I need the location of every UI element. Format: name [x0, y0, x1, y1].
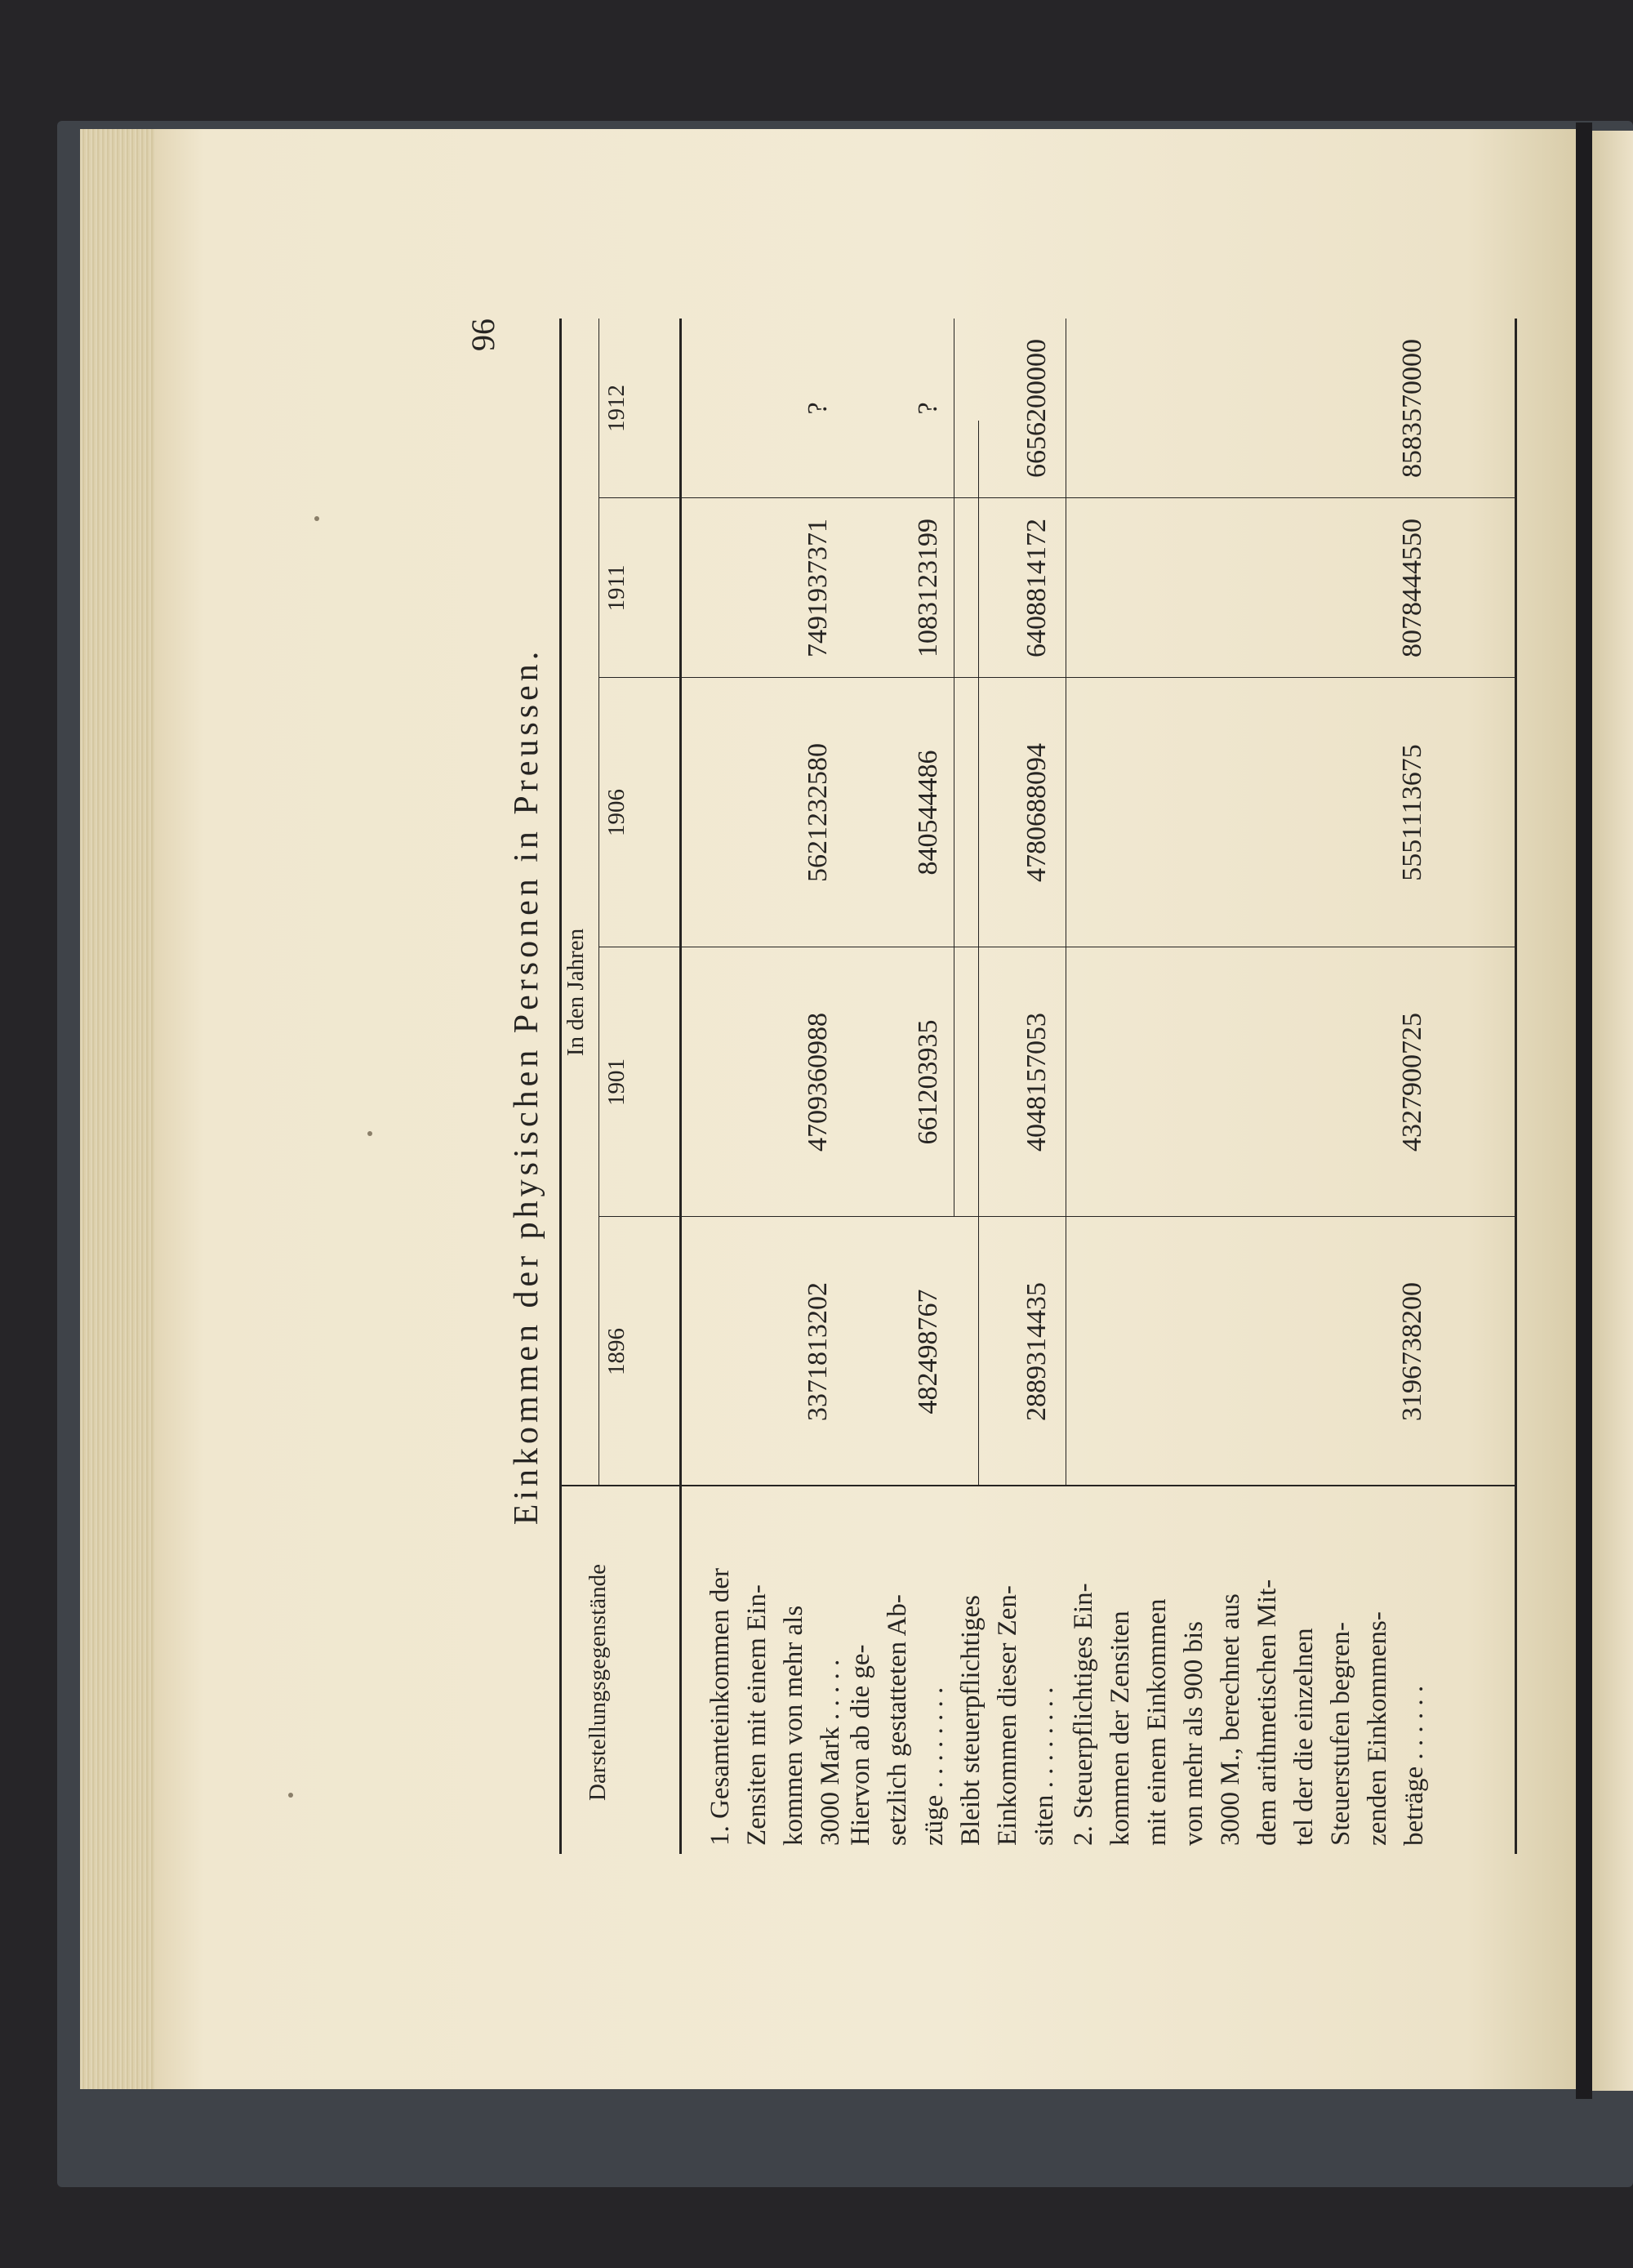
- table-cell: 1083123199: [913, 519, 943, 657]
- table-cell: 482498767: [913, 1289, 943, 1415]
- row-label-line: 3000 M., berechnet aus: [1216, 1593, 1245, 1846]
- stub-header: Darstellungsgegenstände: [585, 1564, 611, 1801]
- table-cell: 7491937371: [803, 519, 833, 657]
- row-label-line: züge . . . . . . . .: [919, 1687, 949, 1846]
- row-label-line: Hiervon ab die ge-: [846, 1644, 875, 1846]
- row-label-line: von mehr als 900 bis: [1179, 1621, 1208, 1846]
- row-label-line: kommen von mehr als: [779, 1605, 808, 1846]
- table-cell: ?: [913, 402, 943, 415]
- year-header: 1901: [603, 1058, 630, 1106]
- row-label-line: dem arithmetischen Mit-: [1253, 1579, 1282, 1846]
- group-header: In den Jahren: [563, 928, 589, 1057]
- row-label-line: 1. Gesamteinkommen der: [705, 1568, 735, 1846]
- year-header: 1906: [603, 789, 630, 836]
- table-cell: 4780688094: [1021, 743, 1052, 882]
- table-cell: ?: [803, 402, 833, 415]
- year-header: 1912: [603, 385, 630, 432]
- column-rule: [598, 497, 1515, 498]
- row-label-line: setzlich gestatteten Ab-: [883, 1594, 912, 1846]
- year-header: 1911: [603, 564, 630, 612]
- page-edges: [80, 129, 158, 2089]
- table-cell: 661203935: [913, 1019, 943, 1145]
- table-bottom-rule: [1515, 319, 1517, 1854]
- group-header-rule: [598, 319, 599, 1486]
- row-label-line: Bleibt steuerpflichtiges: [956, 1594, 986, 1846]
- row-label-line: mit einem Einkommen: [1142, 1598, 1172, 1846]
- table-cell: 4048157053: [1021, 1013, 1052, 1152]
- row-separator-end: [978, 534, 979, 535]
- rotated-page-content: [465, 57, 1633, 1854]
- column-rule: [598, 1216, 1515, 1217]
- row-label-line: Einkommen dieser Zen-: [993, 1585, 1022, 1846]
- row-label: [1066, 1486, 1433, 1846]
- table-cell: 5551113675: [1397, 744, 1427, 881]
- table-cell: 5621232580: [803, 743, 833, 882]
- row-label-line: beträge . . . . . .: [1399, 1685, 1429, 1846]
- table-cell: 3196738200: [1397, 1282, 1427, 1421]
- column-rule: [598, 677, 1515, 678]
- paper-speck: [314, 516, 319, 521]
- row-label: [702, 1486, 849, 1846]
- row-label-line: Zensiten mit einem Ein-: [742, 1584, 772, 1846]
- table-cell: 840544486: [913, 750, 943, 876]
- table-cell: 4327900725: [1397, 1013, 1427, 1152]
- row-label-line: Steuerstufen begren-: [1326, 1622, 1355, 1846]
- row-separator: [978, 421, 979, 1486]
- table-cell: 3371813202: [803, 1282, 833, 1421]
- header-rule: [679, 319, 682, 1854]
- row-label-line: tel der die einzelnen: [1289, 1628, 1319, 1846]
- table-cell: 6408814172: [1021, 519, 1052, 657]
- paper-speck: [288, 1793, 293, 1798]
- row-label: [843, 1486, 953, 1846]
- table-cell: 4709360988: [803, 1013, 833, 1152]
- row-label-line: kommen der Zensiten: [1106, 1611, 1135, 1846]
- table-cell: 8078444550: [1397, 519, 1427, 657]
- table-cell: 8583570000: [1397, 339, 1427, 478]
- row-label-line: 2. Steuerpflichtiges Ein-: [1069, 1583, 1098, 1846]
- row-label-line: zenden Einkommens-: [1363, 1611, 1392, 1846]
- row-label-line: siten . . . . . . . .: [1030, 1687, 1059, 1846]
- page-title: Einkommen der physischen Personen in Preussen.: [508, 647, 545, 1526]
- table-cell: 6656200000: [1021, 339, 1052, 478]
- year-header: 1896: [603, 1328, 630, 1375]
- row-label-line: 3000 Mark . . . . .: [816, 1659, 845, 1846]
- row-label: [953, 1486, 1063, 1846]
- paper-speck: [367, 1131, 372, 1136]
- page-number: 96: [465, 319, 501, 351]
- table-cell: 2889314435: [1021, 1282, 1052, 1421]
